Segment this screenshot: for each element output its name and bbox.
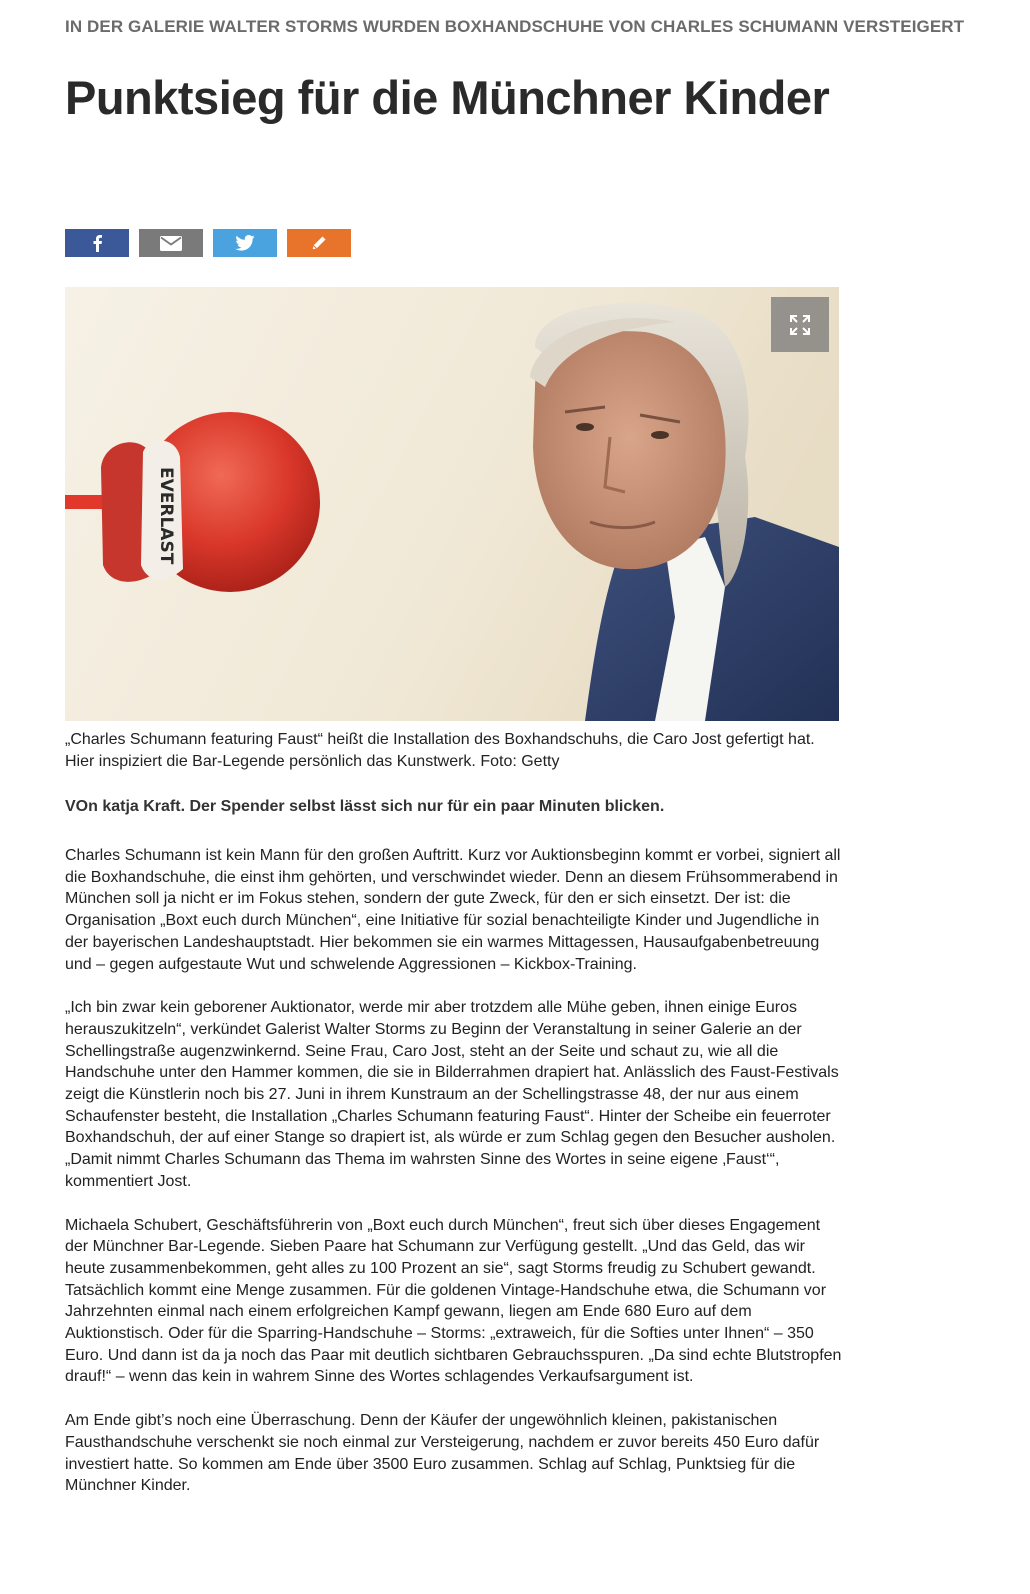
expand-image-button[interactable]	[771, 297, 829, 352]
share-twitter-button[interactable]	[213, 229, 277, 257]
mail-icon	[160, 236, 182, 251]
article-paragraph: Charles Schumann ist kein Mann für den großen Auftritt. Kurz vor Auktionsbeginn kommt er vorbei, signiert all die Boxhandschuhe, die einst ihm gehörten, und verschwindet wieder. Denn an diesem Frühsommerabend in München soll ja nicht er im Fokus stehen, sondern der gute Zweck, für den er sich einsetzt. Der ist: die Organisation „Boxt euch durch München“, eine Initiative für sozial benachteiligte Kinder und Jugendliche in der bayerischen Landeshauptstadt. Hier bekommen sie ein warmes Mittagessen, Hausaufgabenbetreuung und – gegen aufgestaute Wut und schwelende Aggressionen – Kickbox-Training.	[65, 847, 841, 973]
share-facebook-button[interactable]	[65, 229, 129, 257]
hero-photo	[65, 287, 839, 721]
svg-text:EVERLAST: EVERLAST	[156, 467, 176, 565]
share-bar	[65, 229, 351, 257]
article-lead: VOn katja Kraft. Der Spender selbst lässt sich nur für ein paar Minuten blicken.	[65, 798, 665, 815]
share-email-button[interactable]	[139, 229, 203, 257]
twitter-icon	[235, 235, 255, 251]
article-kicker: IN DER GALERIE WALTER STORMS WURDEN BOXHANDSCHUHE VON CHARLES SCHUMANN VERSTEIGERT	[65, 17, 965, 36]
expand-icon	[789, 314, 811, 336]
article-body	[65, 845, 843, 1519]
hero-image[interactable]	[65, 287, 839, 721]
article-headline: Punktsieg für die Münchner Kinder	[65, 71, 830, 124]
facebook-icon	[91, 234, 103, 252]
comment-button[interactable]	[287, 229, 351, 257]
article-paragraph: „Ich bin zwar kein geborener Auktionator, werde mir aber trotzdem alle Mühe geben, ihnen einige Euros herauszukitzeln“, verkündet Galerist Walter Storms zu Beginn der Veranstaltung in seiner Galerie an der Schellingstraße augenzwinkernd. Seine Frau, Caro Jost, steht an der Seite und schaut zu, wie all die Handschuhe unter den Hammer kommen, die sie in Bilderrahmen drapiert hat. Anlässlich des Faust-Festivals zeigt die Künstlerin noch bis 27. Juni in ihrem Kunstraum an der Schellingstrasse 48, der nur aus einem Schaufenster besteht, die Installation „Charles Schumann featuring Faust“. Hinter der Scheibe ein feuerroter Boxhandschuh, der auf einer Stange so drapiert ist, als würde er zum Schlag gegen den Besucher ausholen. „Damit nimmt Charles Schumann das Thema im wahrsten Sinne des Wortes in seine eigene ‚Faust‘“, kommentiert Jost.	[65, 999, 839, 1190]
article-paragraph: Michaela Schubert, Geschäftsführerin von „Boxt euch durch München“, freut sich über dieses Engagement der Münchner Bar-Legende. Sieben Paare hat Schumann zur Verfügung gestellt. „Und das Geld, das wir heute zusammenbekommen, geht alles zu 100 Prozent an sie“, sagt Storms freudig zu Schubert gewandt. Tatsächlich kommt eine Menge zusammen. Für die goldenen Vintage-Handschuhe etwa, die Schumann vor Jahrzehnten einmal nach einem erfolgreichen Kampf gewann, liegen am Ende 680 Euro auf dem Auktionstisch. Oder für die Sparring-Handschuhe – Storms: „extraweich, für die Softies unter Ihnen“ – 350 Euro. Und dann ist da ja noch das Paar mit deutlich sichtbaren Gebrauchsspuren. „Da sind echte Blutstropfen drauf!“ – wenn das kein in wahrem Sinne des Wortes schlagendes Verkaufsargument ist.	[65, 1216, 842, 1386]
glove-pole	[65, 495, 105, 509]
article-paragraph: Am Ende gibt’s noch eine Überraschung. Denn der Käufer der ungewöhnlich kleinen, pakistanischen Fausthandschuhe verschenkt sie noch einmal zur Versteigerung, nachdem er zuvor bereits 450 Euro dafür investiert hatte. So kommen am Ende über 3500 Euro zusammen. Schlag auf Schlag, Punktsieg für die Münchner Kinder.	[65, 1412, 820, 1495]
image-caption: „Charles Schumann featuring Faust“ heißt die Installation des Boxhandschuhs, die Caro Jost gefertigt hat. Hier inspiziert die Bar-Legende persönlich das Kunstwerk. Foto: Getty	[65, 731, 815, 770]
pencil-icon	[311, 235, 327, 251]
